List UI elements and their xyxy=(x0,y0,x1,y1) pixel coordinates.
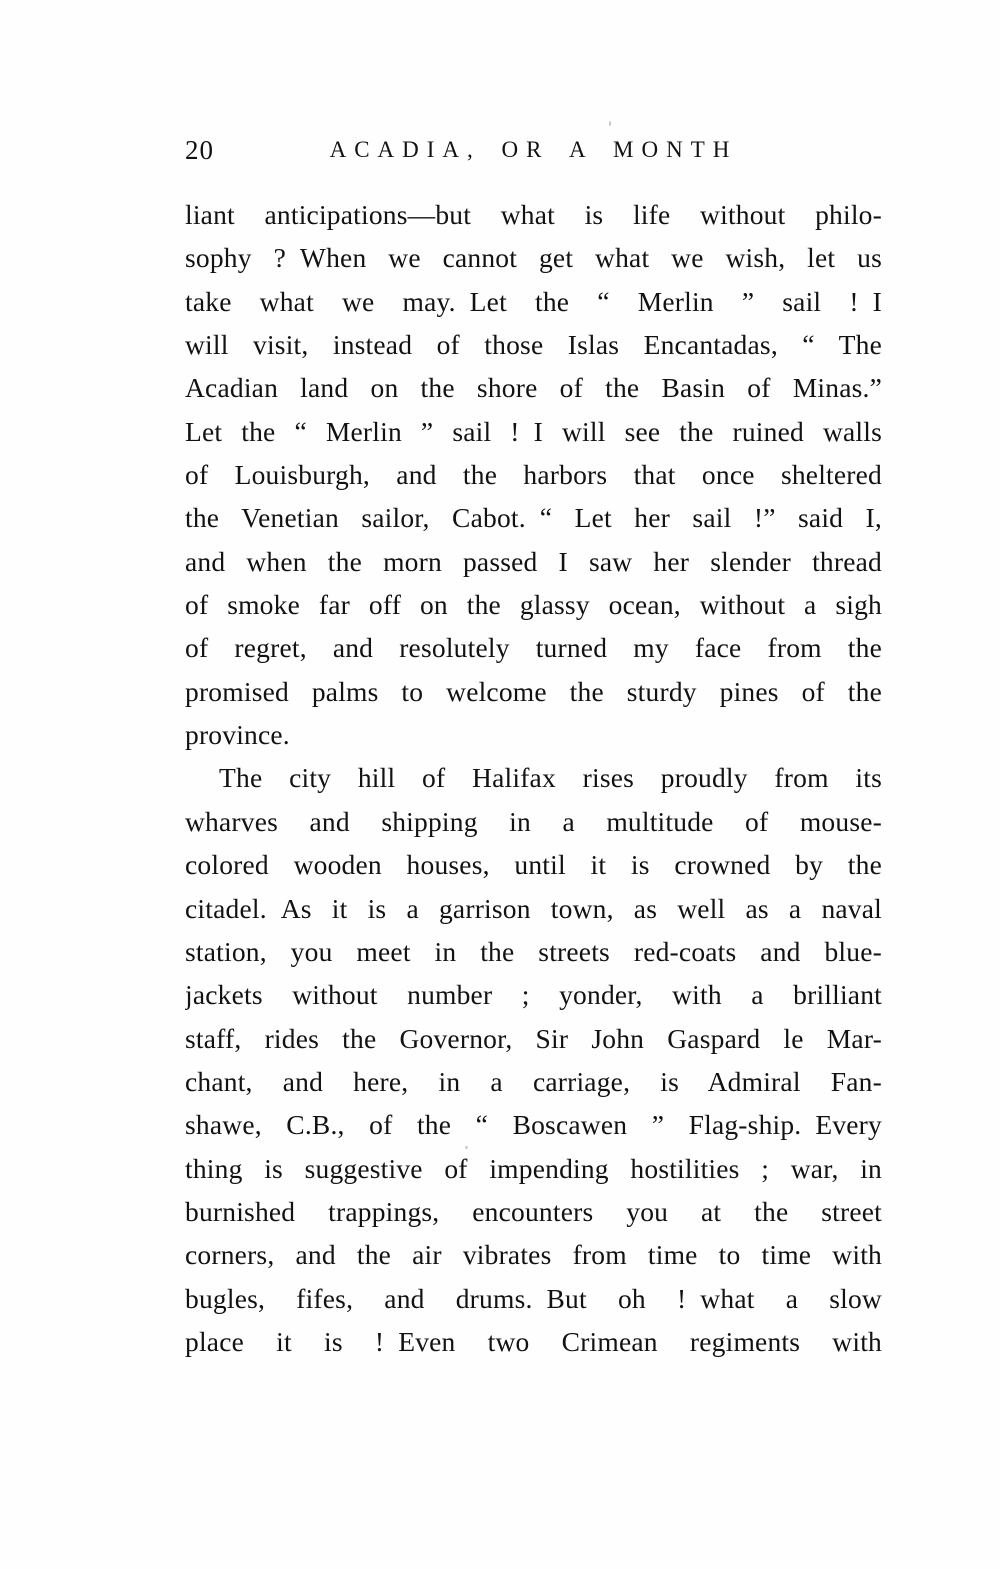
text-line: and when the morn passed I saw her slender thread xyxy=(185,545,882,577)
text-line: station, you meet in the streets red-coats and blue- xyxy=(185,935,882,967)
text-line: province. xyxy=(185,719,290,751)
text-line: thing is suggestive of impending hostilities ; war, in xyxy=(185,1152,882,1184)
text-line: colored wooden houses, until it is crowned by the xyxy=(185,849,882,881)
scan-speck xyxy=(609,121,611,126)
text-line: promised palms to welcome the sturdy pines of the xyxy=(185,675,882,707)
text-line: will visit, instead of those Islas Encantadas, “ The xyxy=(185,329,882,361)
text-line: of regret, and resolutely turned my face from the xyxy=(185,632,882,664)
text-line: the Venetian sailor, Cabot. “ Let her sail !” said I, xyxy=(185,502,882,534)
paragraph xyxy=(185,193,882,756)
text-line: shawe, C.B., of the “ Boscawen ” Flag-ship. Every xyxy=(185,1109,882,1141)
running-header: ACADIA, OR A MONTH xyxy=(329,137,738,162)
text-line: jackets without number ; yonder, with a brilliant xyxy=(185,979,882,1011)
page-header xyxy=(185,133,882,169)
text-line: chant, and here, in a carriage, is Admiral Fan- xyxy=(185,1065,882,1097)
body-text xyxy=(185,193,882,1363)
text-line: place it is ! Even two Crimean regiments with xyxy=(185,1325,882,1357)
text-line: citadel. As it is a garrison town, as well as a naval xyxy=(185,892,882,924)
text-line: burnished trappings, encounters you at the street xyxy=(185,1195,882,1227)
text-line: corners, and the air vibrates from time to time with xyxy=(185,1239,882,1271)
text-line: bugles, fifes, and drums. But oh ! what a slow xyxy=(185,1282,882,1314)
text-line: of smoke far off on the glassy ocean, without a sigh xyxy=(185,589,882,621)
paragraph xyxy=(185,756,882,1363)
text-line: take what we may. Let the “ Merlin ” sail ! I xyxy=(185,285,882,317)
text-line: staff, rides the Governor, Sir John Gaspard le Mar- xyxy=(185,1022,882,1054)
page-number: 20 xyxy=(185,135,214,165)
text-line: wharves and shipping in a multitude of mouse- xyxy=(185,805,882,837)
text-line: of Louisburgh, and the harbors that once sheltered xyxy=(185,459,882,491)
text-line: liant anticipations—but what is life without philo- xyxy=(185,199,882,230)
text-line: The city hill of Halifax rises proudly from its xyxy=(219,762,882,794)
text-line: Let the “ Merlin ” sail ! I will see the ruined walls xyxy=(185,415,882,447)
text-line: Acadian land on the shore of the Basin of Minas.” xyxy=(185,372,882,404)
text-line: sophy ? When we cannot get what we wish, let us xyxy=(185,242,882,274)
